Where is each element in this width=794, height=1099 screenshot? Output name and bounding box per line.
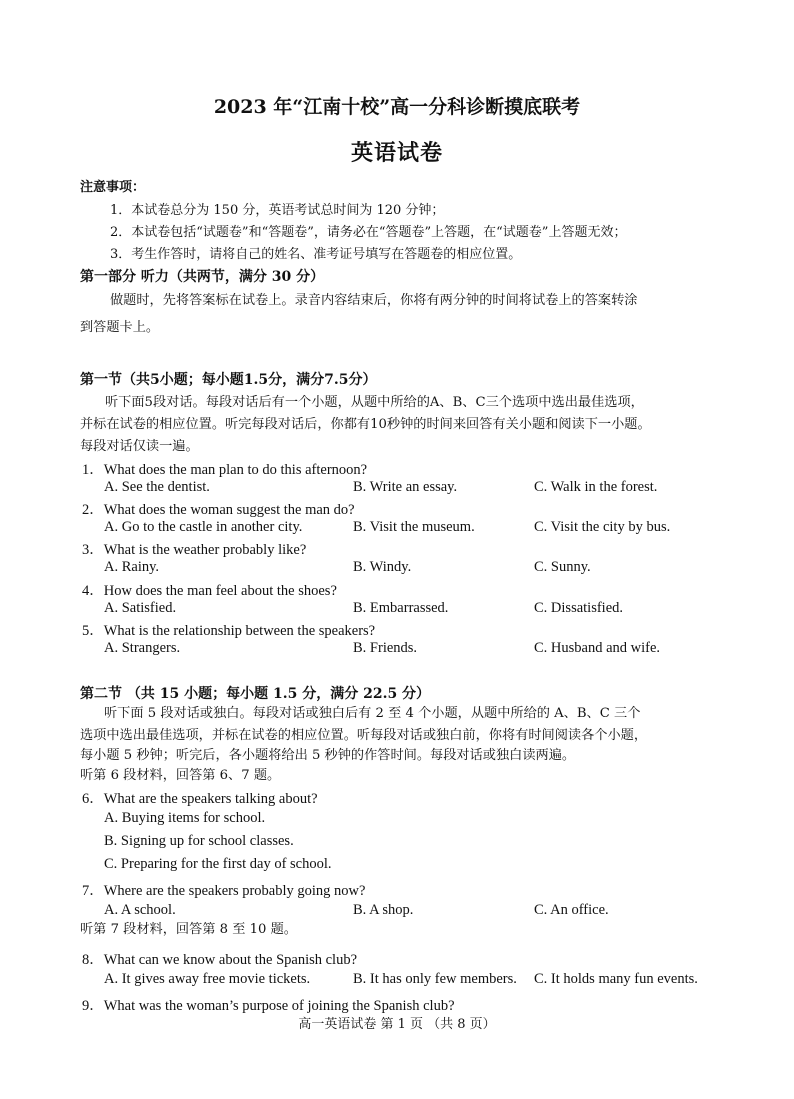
q7-option-b: B. A shop. — [353, 902, 414, 918]
q3-option-b: B. Windy. — [353, 559, 412, 575]
question-6: 6．What are the speakers talking about? — [82, 791, 318, 807]
q7-option-c: C. An office. — [534, 902, 609, 918]
part1-heading: 第一部分 听力（共两节，满分 30 分） — [80, 269, 325, 285]
section2-instruction-line3: 每小题 5 秒钟；听完后，各小题将给出 5 秒钟的作答时间。每段对话或独白读两遍。 — [80, 748, 576, 763]
q2-option-a: A. Go to the castle in another city. — [104, 519, 303, 535]
q1-option-b: B. Write an essay. — [353, 479, 458, 495]
question-7: 7．Where are the speakers probably going now? — [82, 883, 366, 899]
q5-option-a: A. Strangers. — [104, 640, 181, 656]
section1-heading: 第一节（共5小题；每小题1.5分，满分7.5分） — [80, 372, 377, 388]
q5-option-b: B. Friends. — [353, 640, 418, 656]
q7-option-a: A. A school. — [104, 902, 176, 918]
q6-option-a: A. Buying items for school. — [104, 810, 266, 826]
q8-option-b: B. It has only few members. — [353, 971, 517, 987]
question-5: 5．What is the relationship between the speakers? — [82, 623, 376, 639]
section2-instruction-line2: 选项中选出最佳选项，并标在试卷的相应位置。听每段对话或独白前，你将有时间阅读各个小题， — [80, 728, 648, 743]
notice-item-1: 1．本试卷总分为 150 分，英语考试总时间为 120 分钟； — [110, 203, 445, 218]
q1-option-c: C. Walk in the forest. — [534, 479, 658, 495]
q8-option-a: A. It gives away free movie tickets. — [104, 971, 311, 987]
q8-option-c: C. It holds many fun events. — [534, 971, 698, 987]
notice-item-2: 2．本试卷包括“试题卷”和“答题卷”，请务必在“答题卷”上答题，在“试题卷”上答题无效； — [110, 225, 627, 240]
question-3: 3．What is the weather probably like? — [82, 542, 307, 558]
question-2: 2．What does the woman suggest the man do? — [82, 502, 355, 518]
question-1: 1．What does the man plan to do this afternoon? — [82, 462, 368, 478]
notice-label: 注意事项： — [80, 180, 146, 195]
question-4: 4．How does the man feel about the shoes? — [82, 583, 337, 599]
part1-instruction-line1: 做题时，先将答案标在试卷上。录音内容结束后，你将有两分钟的时间将试卷上的答案转涂 — [110, 293, 638, 308]
q3-option-a: A. Rainy. — [104, 559, 160, 575]
q5-option-c: C. Husband and wife. — [534, 640, 661, 656]
q6-option-b: B. Signing up for school classes. — [104, 833, 294, 849]
material-6-label: 听第 6 段材料，回答第 6、7 题。 — [80, 768, 281, 783]
question-9: 9．What was the woman’s purpose of joining the Spanish club? — [82, 998, 455, 1014]
q2-option-b: B. Visit the museum. — [353, 519, 475, 535]
exam-subtitle: 英语试卷 — [350, 140, 443, 166]
section1-instruction-line3: 每段对话仅读一遍。 — [80, 439, 199, 454]
q1-option-a: A. See the dentist. — [104, 479, 210, 495]
q4-option-a: A. Satisfied. — [104, 600, 177, 616]
part1-instruction-line2: 到答题卡上。 — [80, 320, 160, 335]
q4-option-b: B. Embarrassed. — [353, 600, 449, 616]
material-7-label: 听第 7 段材料，回答第 8 至 10 题。 — [80, 922, 297, 937]
section2-heading: 第二节 （共 15 小题；每小题 1.5 分，满分 22.5 分） — [80, 686, 431, 702]
question-8: 8．What can we know about the Spanish club? — [82, 952, 358, 968]
section1-instruction-line2: 并标在试卷的相应位置。听完每段对话后，你都有10秒钟的时间来回答有关小题和阅读下一小题。 — [80, 417, 651, 432]
q4-option-c: C. Dissatisfied. — [534, 600, 624, 616]
q6-option-c: C. Preparing for the first day of school. — [104, 856, 332, 872]
q3-option-c: C. Sunny. — [534, 559, 591, 575]
section2-instruction-line1: 听下面 5 段对话或独白。每段对话或独白后有 2 至 4 个小题，从题中所给的 A、B、C 三个 — [104, 706, 641, 721]
page-footer: 高一英语试卷 第 1 页 （共 8 页） — [298, 1017, 496, 1032]
exam-title: 2023 年“江南十校”高一分科诊断摸底联考 — [213, 96, 581, 118]
notice-item-3: 3．考生作答时，请将自己的姓名、准考证号填写在答题卷的相应位置。 — [110, 247, 522, 262]
q2-option-c: C. Visit the city by bus. — [534, 519, 671, 535]
section1-instruction-line1: 听下面5段对话。每段对话后有一个小题，从题中所给的A、B、C三个选项中选出最佳选项， — [105, 395, 644, 410]
